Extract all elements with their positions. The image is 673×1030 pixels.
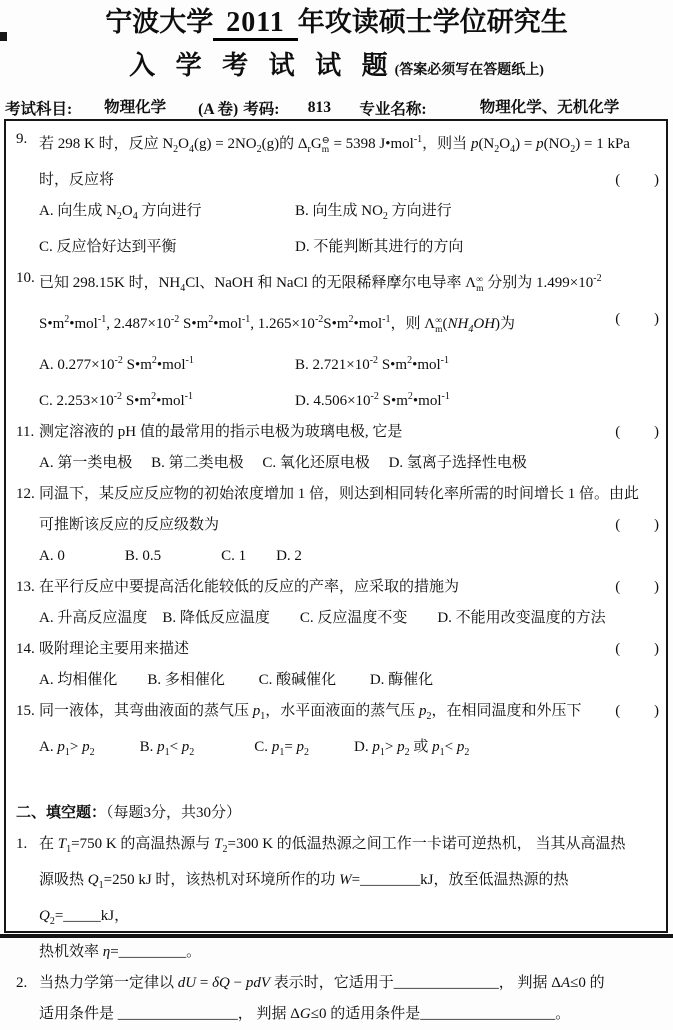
question-number: 11. <box>16 424 35 440</box>
question-text: C. 反应恰好达到平衡 D. 不能判断其进行的方向 <box>39 239 464 255</box>
major-value: 物理化学、无机化学 <box>432 97 668 121</box>
question-10 <box>11 263 662 417</box>
question-text: 源吸热 $Q_1=250$ kJ 时，该热机对环境所作的功 W=________kJ，放至低温热源的热 $Q_2=\_\_\_\_\_kJ$， <box>39 872 569 927</box>
answer-bracket: ( ) <box>615 517 659 533</box>
question-text: A. 0 B. 0.5 C. 1 D. 2 <box>39 548 302 564</box>
question-number: 1. <box>16 836 28 852</box>
title-suffix: 年攻读硕士学位研究生 <box>297 7 568 37</box>
question-number: 15. <box>16 703 35 719</box>
subtitle-note: (答案必须写在答题纸上) <box>394 63 544 78</box>
question-15 <box>11 696 662 768</box>
page-subtitle <box>0 49 673 88</box>
question-body <box>39 479 662 572</box>
section2-heading-points: （每题3分，共30分） <box>106 805 242 821</box>
question-body <box>39 572 662 634</box>
question-text: 在平行反应中要提高活化能较低的反应的产率，应采取的措施为 <box>39 579 460 595</box>
question-9 <box>11 124 662 263</box>
question-line <box>39 541 662 572</box>
question-line <box>39 696 662 732</box>
choice-question-list <box>11 124 662 768</box>
subject-value: 物理化学 <box>77 97 193 121</box>
question-text: A. 第一类电极 B. 第二类电极 C. 氧化还原电极 D. 氢离子选择性电极 <box>39 455 527 471</box>
major-label: 专业名称: <box>359 101 427 118</box>
subject-label: 考试科目: <box>5 101 73 118</box>
page-title <box>0 5 673 41</box>
question-text: 测定溶液的 pH 值的最常用的指示电极为玻璃电极, 它是 <box>39 424 403 440</box>
question-line <box>39 665 662 696</box>
question-line <box>39 634 662 665</box>
question-number: 13. <box>16 579 35 595</box>
question-text: 可推断该反应的反应级数为 <box>39 517 220 533</box>
question-text: 同温下，某反应反应物的初始浓度增加 1 倍，则达到相同转化率所需的时间增长 1 倍。由此 <box>39 486 640 502</box>
question-line <box>39 603 662 634</box>
question-line <box>39 829 662 865</box>
subtitle-main: 入 学 考 试 试 题 <box>129 51 395 80</box>
exam-meta-line <box>0 97 673 121</box>
answer-bracket: ( ) <box>615 172 659 188</box>
question-body <box>39 417 662 479</box>
question-body <box>39 968 662 1030</box>
question-1 <box>11 829 662 968</box>
title-university: 宁波大学 <box>105 7 214 37</box>
question-line <box>39 968 662 999</box>
question-line <box>39 732 662 768</box>
question-text: 已知 298.15K 时，$NH_4Cl$、NaOH 和 NaCl 的无限稀释摩尔电导率 Λ∞ m 分别为 $1.499\times 10^{-2}$ <box>39 273 602 294</box>
question-body <box>39 696 662 768</box>
question-line <box>39 196 662 232</box>
question-number: 14. <box>16 641 35 657</box>
code-value: 813 <box>284 97 354 121</box>
question-text: 同一液体，其弯曲液面的蒸气压 $p_1$，水平面液面的蒸气压 $p_2$，在相同温度和外压下 <box>39 703 582 722</box>
question-number: 12. <box>16 486 35 502</box>
answer-bracket: ( ) <box>615 579 659 595</box>
question-body <box>39 829 662 968</box>
question-body <box>39 263 662 417</box>
question-text: 在 $T_1=750$ K 的高温热源与 $T_2=300$ K 的低温热源之间工作一卡诺可逆热机， 当其从高温热 <box>39 836 626 855</box>
page-bottom-edge <box>0 934 673 938</box>
exam-question-box <box>4 119 668 1022</box>
fill-question-list <box>11 829 662 1030</box>
question-line <box>39 232 662 263</box>
question-line <box>39 572 662 603</box>
question-line <box>39 263 662 304</box>
question-text: $S•m^2•mol^{-1}$, $2.487\times 10^{-2}$ $S•m^2•mol^{-1}$, $1.265\times 10^{-2}S•m^2•mol^{-1}$，则 Λ∞ $m(NH_4OH)$为 <box>39 314 516 335</box>
question-number: 10. <box>16 270 35 286</box>
question-text: 若 298 K 时，反应 $N_2O_4(g) = 2NO_2(g)$的 $\Delta_rG⊖$ m = 5398 J•mol$^{-1}$，则当 $p(N_2O_4) = p(NO_2) = 1$ kPa <box>39 134 630 155</box>
question-text: 适用条件是 ________________， 判据 ΔG≤0 的适用条件是__________________。 <box>39 1006 571 1022</box>
section2-heading <box>11 798 662 829</box>
question-line <box>39 345 662 381</box>
paper-type: (A 卷) <box>198 101 239 118</box>
question-text: A. 向生成 $N_2O_4$ 方向进行 B. 向生成 $NO_2$ 方向进行 <box>39 203 452 222</box>
question-line <box>39 479 662 510</box>
question-14 <box>11 634 662 696</box>
answer-bracket: ( ) <box>615 311 659 327</box>
question-text: 热机效率 η=_________。 <box>39 944 202 960</box>
question-11 <box>11 417 662 479</box>
scan-artifact <box>0 32 7 41</box>
question-12 <box>11 479 662 572</box>
question-text: 时，反应将 <box>39 172 115 188</box>
question-13 <box>11 572 662 634</box>
question-text: A. $p_1> p_2$ B. $p_1< p_2$ C. $p_1= p_2$ D. $p_1> p_2$ 或 $p_1< p_2$ <box>39 739 470 758</box>
question-line <box>39 937 662 968</box>
question-line <box>39 510 662 541</box>
question-body <box>39 124 662 263</box>
question-line <box>39 381 662 417</box>
question-text: 吸附理论主要用来描述 <box>39 641 190 657</box>
code-label: 考码: <box>243 101 280 118</box>
question-line <box>39 304 662 345</box>
question-line <box>39 417 662 448</box>
question-text: A. 升高反应温度 B. 降低反应温度 C. 反应温度不变 D. 不能用改变温度的方法 <box>39 610 606 626</box>
question-number: 9. <box>16 131 28 147</box>
exam-paper <box>0 5 673 1022</box>
question-number: 2. <box>16 975 28 991</box>
question-line <box>39 165 662 196</box>
question-line <box>39 999 662 1030</box>
question-text: A. 均相催化 B. 多相催化 C. 酸碱催化 D. 酶催化 <box>39 672 434 688</box>
question-text: C. $2.253\times 10^{-2}$ $S•m^2•mol^{-1}$ D. $4.506\times 10^{-2}$ $S•m^2•mol^{-1}$ <box>39 391 450 409</box>
section2-heading-title: 二、填空题： <box>16 805 107 821</box>
answer-bracket: ( ) <box>615 703 659 719</box>
title-year: 2011 <box>213 7 297 41</box>
question-2 <box>11 968 662 1030</box>
question-line <box>39 448 662 479</box>
question-line <box>39 865 662 937</box>
question-line <box>39 124 662 165</box>
question-text: 当热力学第一定律以 dU = δQ − pdV 表示时，它适用于______________， 判据 ΔA≤0 的 <box>39 975 605 991</box>
question-body <box>39 634 662 696</box>
answer-bracket: ( ) <box>615 641 659 657</box>
question-text: A. $0.277\times 10^{-2}$ $S•m^2•mol^{-1}$ B. $2.721\times 10^{-2}$ $S•m^2•mol^{-1}$ <box>39 355 450 373</box>
answer-bracket: ( ) <box>615 424 659 440</box>
